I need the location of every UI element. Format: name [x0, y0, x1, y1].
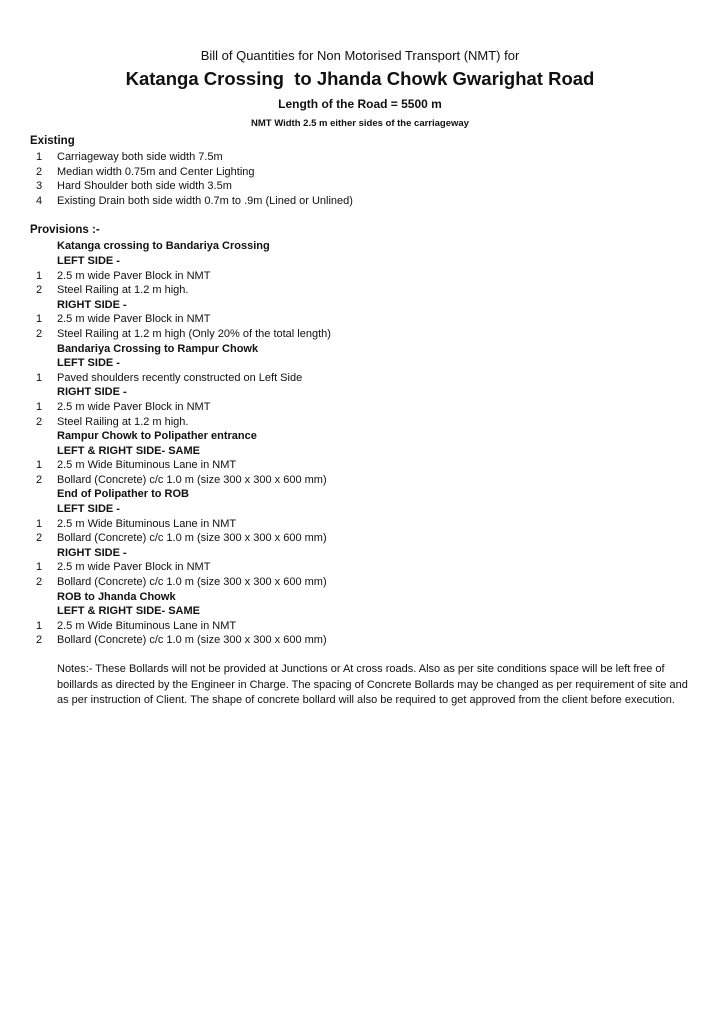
list-item — [30, 633, 690, 648]
item-text: Steel Railing at 1.2 m high. — [57, 415, 189, 428]
item-number — [30, 546, 57, 561]
list-item — [30, 179, 690, 194]
item-text: LEFT & RIGHT SIDE- SAME — [57, 605, 200, 618]
item-text: RIGHT SIDE - — [57, 298, 127, 311]
item-text: Existing Drain both side width 0.7m to .9m (Lined or Unlined) — [57, 194, 353, 207]
item-number — [30, 429, 57, 444]
provisions-heading: Provisions :- — [30, 224, 100, 237]
list-item — [30, 415, 690, 430]
item-number: 1 — [36, 269, 43, 282]
list-item — [30, 619, 690, 634]
item-number: 1 — [36, 561, 43, 574]
item-text: Rampur Chowk to Polipather entrance — [57, 430, 257, 443]
item-number — [30, 298, 57, 313]
item-text: Bollard (Concrete) c/c 1.0 m (size 300 x 300 x 600 mm) — [57, 634, 327, 647]
list-item — [30, 327, 690, 342]
item-number: 2 — [36, 284, 43, 297]
section-subheading — [30, 502, 690, 517]
item-text: Median width 0.75m and Center Lighting — [57, 165, 255, 178]
item-text: Katanga crossing to Bandariya Crossing — [57, 240, 270, 253]
item-number — [30, 356, 57, 371]
list-item — [30, 458, 690, 473]
item-text: Carriageway both side width 7.5m — [57, 151, 223, 163]
item-number: 2 — [36, 415, 43, 428]
item-text: LEFT SIDE - — [57, 357, 120, 370]
item-number: 1 — [36, 459, 43, 472]
list-item — [30, 150, 690, 165]
section-gap — [30, 208, 690, 222]
item-number: 1 — [36, 619, 43, 632]
item-number — [30, 239, 57, 254]
item-text: 2.5 m Wide Bituminous Lane in NMT — [57, 459, 237, 472]
provisions-list — [30, 239, 690, 648]
item-text: Hard Shoulder both side width 3.5m — [57, 180, 232, 193]
item-text: End of Polipather to ROB — [57, 488, 189, 501]
section-subheading — [30, 429, 690, 444]
item-number: 2 — [36, 473, 43, 486]
item-number: 1 — [36, 371, 43, 384]
section-subheading — [30, 385, 690, 400]
item-text: 2.5 m wide Paver Block in NMT — [57, 313, 211, 326]
section-subheading — [30, 342, 690, 357]
list-item — [30, 269, 690, 284]
item-text: Paved shoulders recently constructed on Left Side — [57, 371, 303, 384]
item-text: 2.5 m wide Paver Block in NMT — [57, 400, 211, 413]
section-subheading — [30, 444, 690, 459]
section-subheading — [30, 590, 690, 605]
document-body — [30, 133, 690, 709]
item-text: ROB to Jhanda Chowk — [57, 590, 176, 603]
item-text: 2.5 m wide Paver Block in NMT — [57, 561, 211, 574]
item-text: Steel Railing at 1.2 m high (Only 20% of the total length) — [57, 327, 331, 340]
list-item — [30, 473, 690, 488]
list-item — [30, 194, 690, 209]
item-number — [30, 590, 57, 605]
item-number — [30, 342, 57, 357]
existing-list — [30, 150, 690, 208]
section-subheading — [30, 546, 690, 561]
item-text: RIGHT SIDE - — [57, 386, 127, 399]
list-item — [30, 575, 690, 590]
item-number — [30, 385, 57, 400]
document-header — [0, 46, 720, 132]
item-text: LEFT SIDE - — [57, 254, 120, 267]
item-text: 2.5 m wide Paver Block in NMT — [57, 269, 211, 282]
section-subheading — [30, 254, 690, 269]
item-number: 3 — [36, 180, 43, 193]
item-number: 1 — [36, 151, 43, 163]
item-text: Steel Railing at 1.2 m high. — [57, 284, 189, 297]
item-number: 2 — [36, 165, 43, 178]
item-text: Bollard (Concrete) c/c 1.0 m (size 300 x 300 x 600 mm) — [57, 473, 327, 486]
section-subheading — [30, 604, 690, 619]
road-title: Katanga Crossing to Jhanda Chowk Gwarighat Road — [125, 68, 595, 89]
section-subheading — [30, 239, 690, 254]
item-number: 1 — [36, 517, 43, 530]
boq-subtitle: Bill of Quantities for Non Motorised Transport (NMT) for — [200, 48, 520, 63]
item-text: Bandariya Crossing to Rampur Chowk — [57, 342, 259, 355]
list-item — [30, 400, 690, 415]
item-text: LEFT SIDE - — [57, 503, 120, 516]
list-item — [30, 560, 690, 575]
item-number — [30, 604, 57, 619]
item-text: Bollard (Concrete) c/c 1.0 m (size 300 x 300 x 600 mm) — [57, 576, 327, 589]
item-number: 4 — [36, 194, 43, 207]
section-subheading — [30, 298, 690, 313]
item-number — [30, 502, 57, 517]
item-number: 1 — [36, 400, 43, 413]
notes-paragraph: Notes:- These Bollards will not be provided at Junctions or At cross roads. Also as per site conditions space will be left free of boillards as directed by the Engineer in Charge. The spacing of Concrete Bollards may be changed as per requirement of site and as per instruction of Client. The shape of concrete bollard will also be required to get approved from the client before execution. — [57, 663, 688, 706]
item-text: 2.5 m Wide Bituminous Lane in NMT — [57, 619, 237, 632]
list-item — [30, 312, 690, 327]
list-item — [30, 531, 690, 546]
item-number — [30, 487, 57, 502]
item-text: LEFT & RIGHT SIDE- SAME — [57, 444, 200, 457]
list-item — [30, 283, 690, 298]
item-number: 2 — [36, 532, 43, 545]
item-number: 2 — [36, 634, 43, 647]
item-text: RIGHT SIDE - — [57, 546, 127, 559]
item-number: 2 — [36, 327, 43, 340]
list-item — [30, 165, 690, 180]
existing-heading: Existing — [30, 135, 75, 147]
item-text: Bollard (Concrete) c/c 1.0 m (size 300 x 300 x 600 mm) — [57, 532, 327, 545]
item-number — [30, 254, 57, 269]
item-number — [30, 444, 57, 459]
item-number: 2 — [36, 576, 43, 589]
item-number: 1 — [36, 313, 43, 326]
list-item — [30, 371, 690, 386]
road-length: Length of the Road = 5500 m — [278, 97, 442, 111]
list-item — [30, 517, 690, 532]
section-subheading — [30, 487, 690, 502]
section-subheading — [30, 356, 690, 371]
nmt-width-note: NMT Width 2.5 m either sides of the carriageway — [251, 118, 469, 129]
item-text: 2.5 m Wide Bituminous Lane in NMT — [57, 517, 237, 530]
